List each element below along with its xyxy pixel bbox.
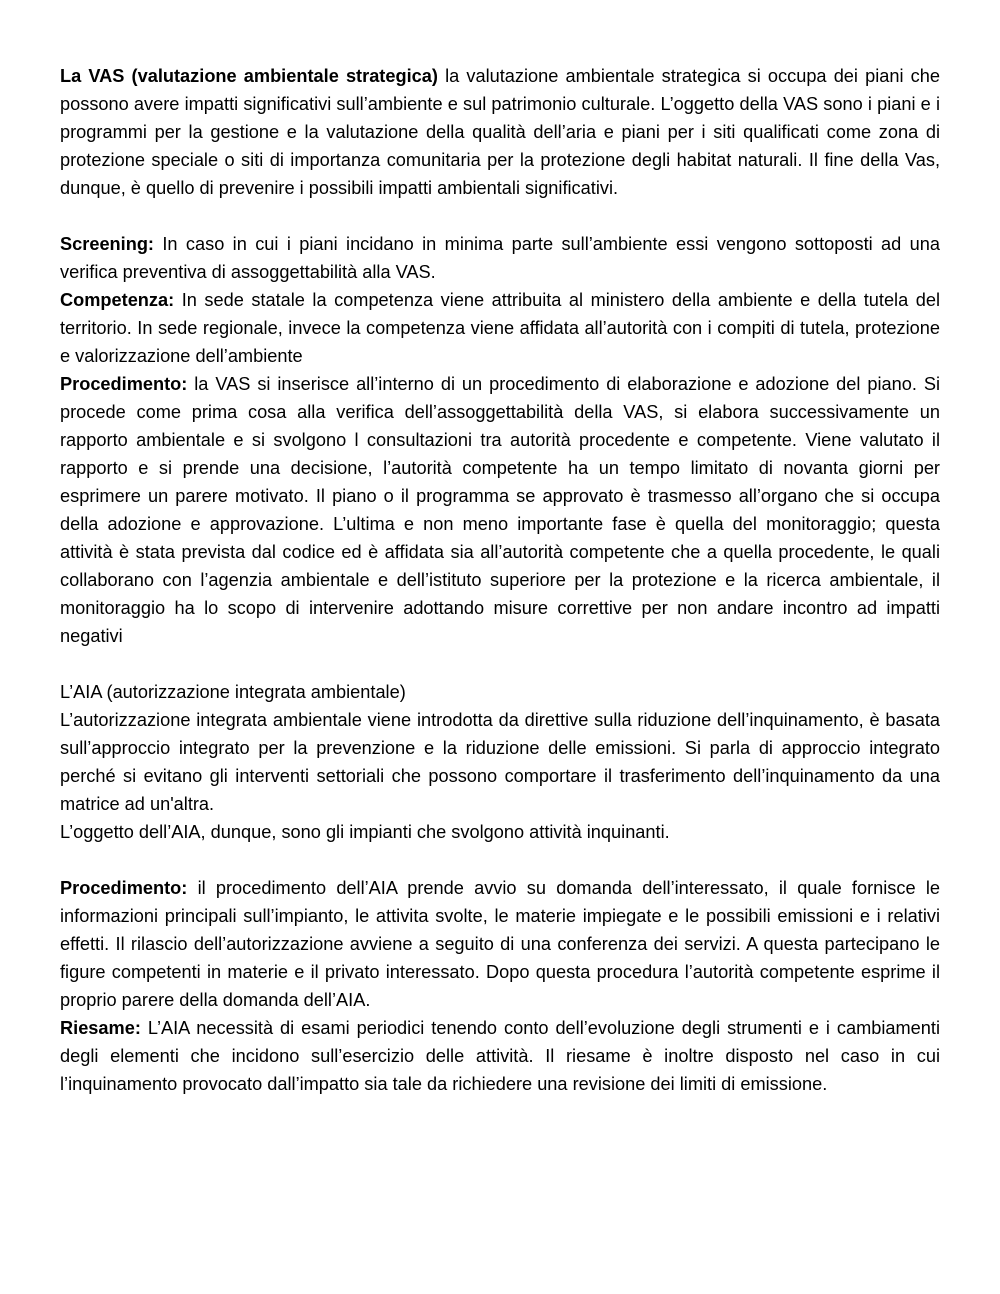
- procedimento-vas-lead: Procedimento:: [60, 374, 188, 394]
- vas-paragraph: [60, 62, 940, 202]
- aia-oggetto-paragraph: L’oggetto dell’AIA, dunque, sono gli impianti che svolgono attività inquinanti.: [60, 822, 670, 842]
- procedimento-vas-text: la VAS si inserisce all’interno di un procedimento di elaborazione e adozione del piano. Si procede come prima cosa alla verifica dell’assoggettabilità della VAS, si elabora successivamente un rapporto ambientale e si svolgono l consultazioni tra autorità procedente e competente. Viene valutato il rapporto e si prende una decisione, l’autorità competente ha un tempo limitato di novanta giorni per esprimere un parere motivato. Il piano o il programma se approvato è trasmesso all’organo che si occupa della adozione e approvazione. L’ultima e non meno importante fase è quella del monitoraggio; questa attività è stata prevista dal codice ed è affidata sia all’autorità competente che a quella procedente, le quali collaborano con l’agenzia ambientale e dell’istituto superiore per la protezione e la ricerca ambientale, il monitoraggio ha lo scopo di intervenire adottando misure correttive per non andare incontro ad impatti negativi: [60, 374, 940, 646]
- procedimento-aia-lead: Procedimento:: [60, 878, 188, 898]
- vas-text: la valutazione ambientale strategica si occupa dei piani che possono avere impatti significativi sull’ambiente e sul patrimonio culturale. L’oggetto della VAS sono i piani e i programmi per la gestione e la valutazione della qualità dell’aria e piani per i siti qualificati come zona di protezione speciale o siti di importanza comunitaria per la protezione degli habitat naturali. Il fine della Vas, dunque, è quello di prevenire i possibili impatti ambientali significativi.: [60, 66, 940, 198]
- paragraph-gap: [60, 202, 940, 230]
- competenza-paragraph: [60, 286, 940, 370]
- screening-lead: Screening:: [60, 234, 154, 254]
- competenza-text: In sede statale la competenza viene attribuita al ministero della ambiente e della tutela del territorio. In sede regionale, invece la competenza viene affidata all’autorità con i compiti di tutela, protezione e valorizzazione dell’ambiente: [60, 290, 940, 366]
- paragraph-gap: [60, 846, 940, 874]
- aia-paragraph: L’autorizzazione integrata ambientale viene introdotta da direttive sulla riduzione dell’inquinamento, è basata sull’approccio integrato per la prevenzione e la riduzione delle emissioni. Si parla di approccio integrato perché si evitano gli interventi settoriali che possono comportare il trasferimento dell’inquinamento da una matrice ad un'altra.: [60, 710, 940, 814]
- procedimento-vas-paragraph: [60, 370, 940, 650]
- aia-heading: L’AIA (autorizzazione integrata ambientale): [60, 682, 406, 702]
- riesame-paragraph: [60, 1014, 940, 1098]
- riesame-lead: Riesame:: [60, 1018, 141, 1038]
- vas-lead: La VAS (valutazione ambientale strategica): [60, 66, 438, 86]
- screening-paragraph: [60, 230, 940, 286]
- procedimento-aia-text: il procedimento dell’AIA prende avvio su domanda dell’interessato, il quale fornisce le informazioni principali sull’impianto, le attivita svolte, le materie impiegate e le possibili emissioni e i relativi effetti. Il rilascio dell’autorizzazione avviene a seguito di una conferenza dei servizi. A questa partecipano le figure competenti in materie e il privato interessato. Dopo questa procedura l’autorità competente esprime il proprio parere della domanda dell’AIA.: [60, 878, 940, 1010]
- screening-text: In caso in cui i piani incidano in minima parte sull’ambiente essi vengono sottoposti ad una verifica preventiva di assoggettabilità alla VAS.: [60, 234, 940, 282]
- document-page: [60, 62, 940, 1098]
- procedimento-aia-paragraph: [60, 874, 940, 1014]
- paragraph-gap: [60, 650, 940, 678]
- riesame-text: L’AIA necessità di esami periodici tenendo conto dell’evoluzione degli strumenti e i cambiamenti degli elementi che incidono sull’esercizio delle attività. Il riesame è inoltre disposto nel caso in cui l’inquinamento provocato dall’impatto sia tale da richiedere una revisione dei limiti di emissione.: [60, 1018, 940, 1094]
- competenza-lead: Competenza:: [60, 290, 175, 310]
